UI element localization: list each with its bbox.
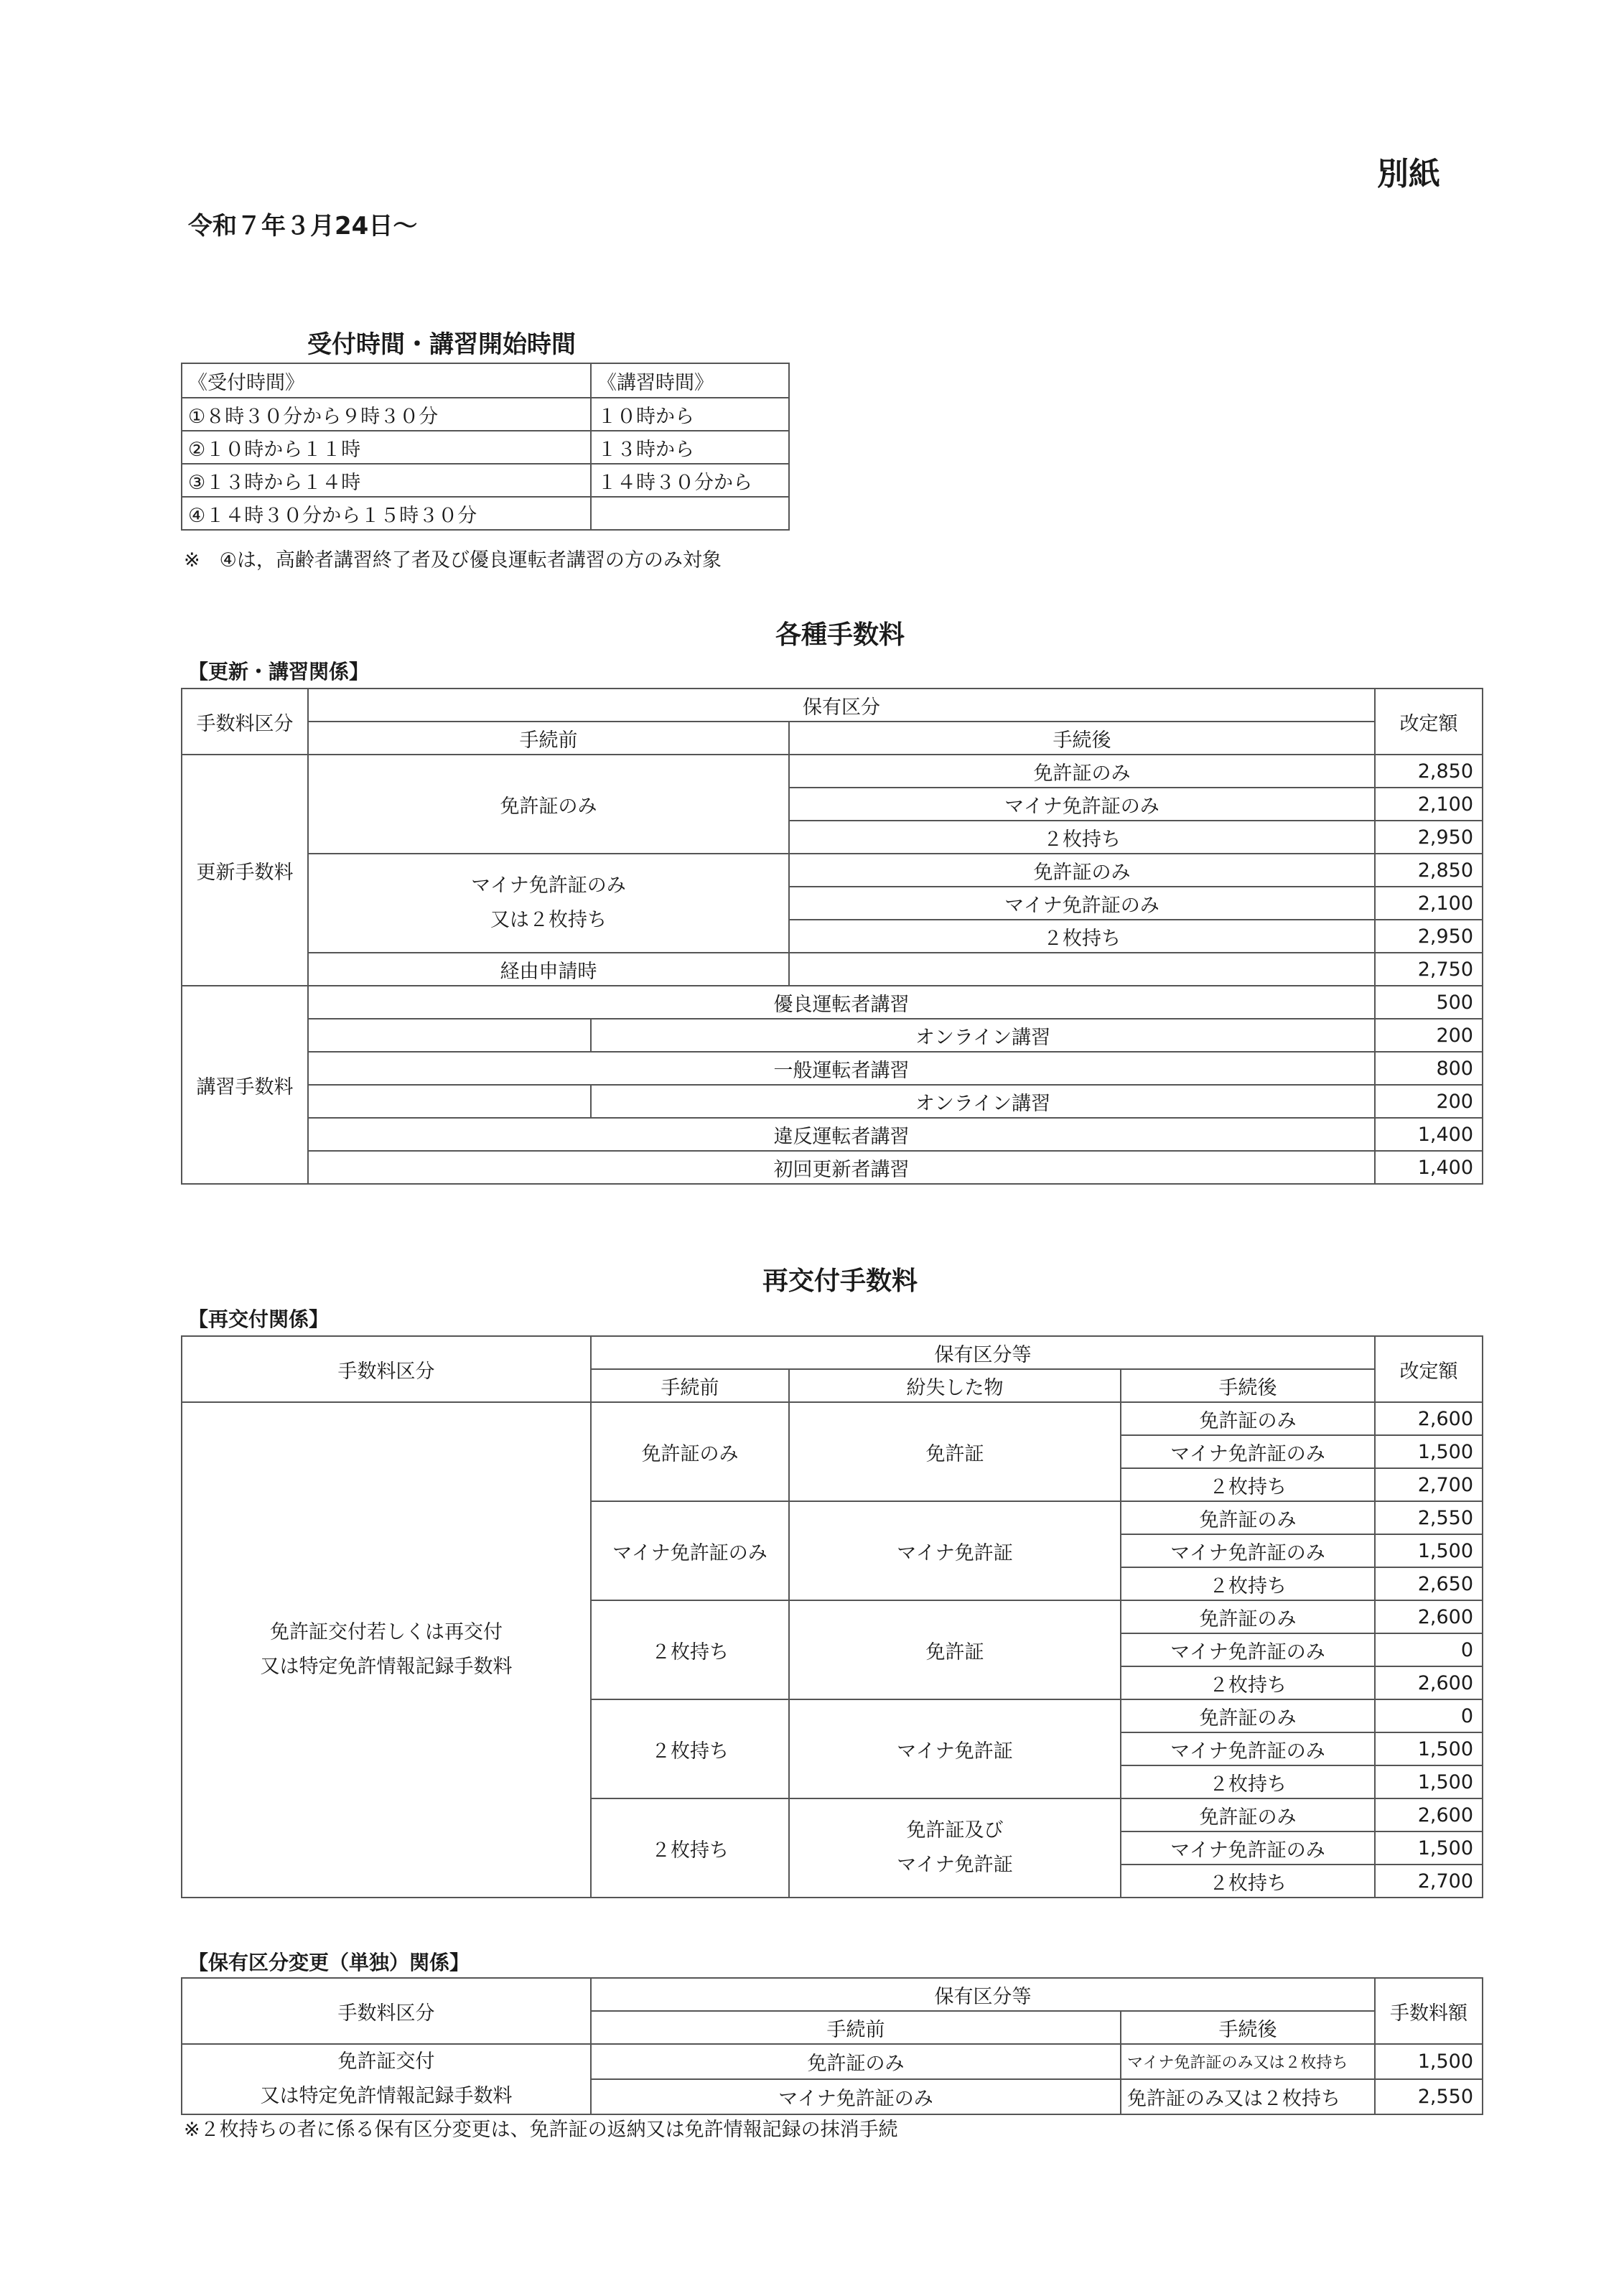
lecture-label: 講習手数料: [182, 986, 308, 1184]
amount-cell: 2,700: [1375, 1865, 1483, 1898]
group1-before: 免許証のみ: [308, 755, 789, 854]
lost-cell: 免許証: [789, 1600, 1121, 1699]
table-row: [182, 854, 1483, 887]
after-cell: ２枚持ち: [1121, 1865, 1375, 1898]
amount-cell: 200: [1375, 1085, 1483, 1118]
amount-cell: 2,850: [1375, 854, 1483, 887]
lost-line1: 免許証及び: [906, 1819, 1004, 1842]
group2-before-line1: マイナ免許証のみ: [471, 874, 626, 897]
via-amount: 2,750: [1375, 953, 1483, 986]
after-cell: ２枚持ち: [789, 920, 1375, 953]
h-after: 手続後: [789, 722, 1375, 755]
amount-cell: 1,500: [1375, 1435, 1483, 1468]
after-cell: マイナ免許証のみ: [789, 788, 1375, 821]
empty-cell: [789, 953, 1375, 986]
table-row: [182, 1052, 1483, 1085]
h-category: 手数料区分: [182, 689, 308, 755]
table-row: [182, 398, 789, 431]
first-label: 初回更新者講習: [308, 1151, 1375, 1184]
table-row: [182, 755, 1483, 788]
lost-cell: 免許証: [789, 1402, 1121, 1501]
amount-cell: 800: [1375, 1052, 1483, 1085]
amount-cell: 1,500: [1375, 2044, 1483, 2079]
h-after: 手続後: [1121, 1369, 1375, 1402]
after-cell: マイナ免許証のみ: [1121, 1831, 1375, 1865]
table-row: [182, 1151, 1483, 1184]
amount-cell: 2,600: [1375, 1666, 1483, 1699]
reissue-title: 再交付手数料: [762, 1266, 918, 1296]
after-cell: マイナ免許証のみ: [1121, 1732, 1375, 1765]
before-cell: ２枚持ち: [591, 1699, 789, 1798]
h-holding: 保有区分等: [591, 1978, 1375, 2011]
table-row: [182, 431, 789, 464]
after-cell: 免許証のみ: [1121, 1402, 1375, 1435]
amount-cell: 2,600: [1375, 1798, 1483, 1831]
col-lecture: 《講習時間》: [591, 363, 789, 398]
amount-cell: 200: [1375, 1019, 1483, 1052]
after-cell: 免許証のみ: [1121, 1600, 1375, 1633]
after-cell: ２枚持ち: [1121, 1765, 1375, 1798]
reissue-section: 【再交付関係】: [188, 1307, 330, 1331]
after-cell: ２枚持ち: [1121, 1666, 1375, 1699]
after-cell: マイナ免許証のみ: [1121, 1435, 1375, 1468]
change-category: [182, 2044, 591, 2114]
online-label: オンライン講習: [591, 1085, 1375, 1118]
lecture-cell: １４時３０分から: [591, 464, 789, 497]
change-section: 【保有区分変更（単独）関係】: [188, 1951, 470, 1974]
amount-cell: 2,550: [1375, 1501, 1483, 1534]
lost-cell: マイナ免許証: [789, 1501, 1121, 1600]
amount-cell: 2,100: [1375, 887, 1483, 920]
after-cell: ２枚持ち: [1121, 1468, 1375, 1501]
table-row: [182, 1085, 1483, 1118]
h-lost: 紛失した物: [789, 1369, 1121, 1402]
empty-cell: [308, 1019, 591, 1052]
before-cell: ２枚持ち: [591, 1798, 789, 1898]
before-cell: マイナ免許証のみ: [591, 1501, 789, 1600]
effective-date: 令和７年３月24日～: [188, 212, 418, 241]
h-before: 手続前: [308, 722, 789, 755]
reception-title: 受付時間・講習開始時間: [307, 330, 576, 359]
h-holding: 保有区分: [308, 689, 1375, 722]
attachment-label: 別紙: [1377, 156, 1440, 192]
fees-table: [181, 688, 1483, 1185]
reception-table: [181, 363, 790, 531]
before-cell: 免許証のみ: [591, 1402, 789, 1501]
after-cell: 免許証のみ又は２枚持ち: [1121, 2079, 1375, 2114]
amount-cell: 2,850: [1375, 755, 1483, 788]
reception-note: ※ ④は，高齢者講習終了者及び優良運転者講習の方のみ対象: [184, 549, 722, 571]
before-cell: マイナ免許証のみ: [591, 2079, 1121, 2114]
h-category: 手数料区分: [182, 1978, 591, 2044]
table-row: [182, 2044, 1483, 2079]
after-cell: マイナ免許証のみ又は２枚持ち: [1121, 2044, 1375, 2079]
h-before: 手続前: [591, 2011, 1121, 2044]
change-category-line1: 免許証交付: [337, 2050, 435, 2073]
general-label: 一般運転者講習: [308, 1052, 1375, 1085]
col-reception: 《受付時間》: [182, 363, 591, 398]
amount-cell: 2,950: [1375, 821, 1483, 854]
after-cell: マイナ免許証のみ: [789, 887, 1375, 920]
h-amount: 改定額: [1375, 689, 1483, 755]
h-amount: 手数料額: [1375, 1978, 1483, 2044]
reception-cell: ②１０時から１１時: [182, 431, 591, 464]
before-cell: ２枚持ち: [591, 1600, 789, 1699]
group2-before: [308, 854, 789, 953]
renewal-label: 更新手数料: [182, 755, 308, 986]
reissue-category-line1: 免許証交付若しくは再交付: [270, 1621, 503, 1643]
after-cell: ２枚持ち: [1121, 1567, 1375, 1600]
h-after: 手続後: [1121, 2011, 1375, 2044]
reissue-table: [181, 1335, 1483, 1898]
lost-cell: マイナ免許証: [789, 1699, 1121, 1798]
amount-cell: 1,400: [1375, 1118, 1483, 1151]
lecture-cell: [591, 497, 789, 530]
amount-cell: 1,400: [1375, 1151, 1483, 1184]
after-cell: 免許証のみ: [1121, 1699, 1375, 1732]
after-cell: 免許証のみ: [1121, 1798, 1375, 1831]
table-row: [182, 1118, 1483, 1151]
table-row: [182, 953, 1483, 986]
h-category: 手数料区分: [182, 1336, 591, 1402]
amount-cell: 2,100: [1375, 788, 1483, 821]
reissue-category: [182, 1402, 591, 1898]
empty-cell: [308, 1085, 591, 1118]
table-row: [182, 363, 789, 398]
amount-cell: 2,600: [1375, 1402, 1483, 1435]
fees-section: 【更新・講習関係】: [188, 660, 370, 683]
table-row: [182, 464, 789, 497]
amount-cell: 2,550: [1375, 2079, 1483, 2114]
table-row: [182, 1402, 1483, 1435]
amount-cell: 1,500: [1375, 1732, 1483, 1765]
reception-cell: ③１３時から１４時: [182, 464, 591, 497]
after-cell: マイナ免許証のみ: [1121, 1633, 1375, 1666]
excellent-label: 優良運転者講習: [308, 986, 1375, 1019]
reception-cell: ①８時３０分から９時３０分: [182, 398, 591, 431]
after-cell: 免許証のみ: [789, 755, 1375, 788]
violation-label: 違反運転者講習: [308, 1118, 1375, 1151]
h-before: 手続前: [591, 1369, 789, 1402]
via-label: 経由申請時: [308, 953, 789, 986]
amount-cell: 0: [1375, 1633, 1483, 1666]
amount-cell: 0: [1375, 1699, 1483, 1732]
amount-cell: 1,500: [1375, 1765, 1483, 1798]
amount-cell: 500: [1375, 986, 1483, 1019]
change-category-line2: 又は特定免許情報記録手数料: [260, 2085, 513, 2107]
lecture-cell: １０時から: [591, 398, 789, 431]
lecture-cell: １３時から: [591, 431, 789, 464]
after-cell: 免許証のみ: [789, 854, 1375, 887]
amount-cell: 2,700: [1375, 1468, 1483, 1501]
after-cell: 免許証のみ: [1121, 1501, 1375, 1534]
after-cell: マイナ免許証のみ: [1121, 1534, 1375, 1567]
amount-cell: 1,500: [1375, 1534, 1483, 1567]
lost-cell: [789, 1798, 1121, 1898]
table-row: [182, 986, 1483, 1019]
reception-cell: ④１４時３０分から１５時３０分: [182, 497, 591, 530]
amount-cell: 2,950: [1375, 920, 1483, 953]
amount-cell: 1,500: [1375, 1831, 1483, 1865]
reissue-category-line2: 又は特定免許情報記録手数料: [260, 1656, 513, 1678]
before-cell: 免許証のみ: [591, 2044, 1121, 2079]
change-table: [181, 1977, 1483, 2115]
h-amount: 改定額: [1375, 1336, 1483, 1402]
amount-cell: 2,600: [1375, 1600, 1483, 1633]
h-holding: 保有区分等: [591, 1336, 1375, 1369]
group2-before-line2: 又は２枚持ち: [490, 909, 607, 931]
online-label: オンライン講習: [591, 1019, 1375, 1052]
lost-line2: マイナ免許証: [897, 1854, 1013, 1876]
after-cell: ２枚持ち: [789, 821, 1375, 854]
amount-cell: 2,650: [1375, 1567, 1483, 1600]
change-note: ※２枚持ちの者に係る保有区分変更は、免許証の返納又は免許情報記録の抹消手続: [184, 2119, 898, 2141]
table-row: [182, 1019, 1483, 1052]
fees-title: 各種手数料: [775, 620, 905, 650]
table-row: [182, 497, 789, 530]
